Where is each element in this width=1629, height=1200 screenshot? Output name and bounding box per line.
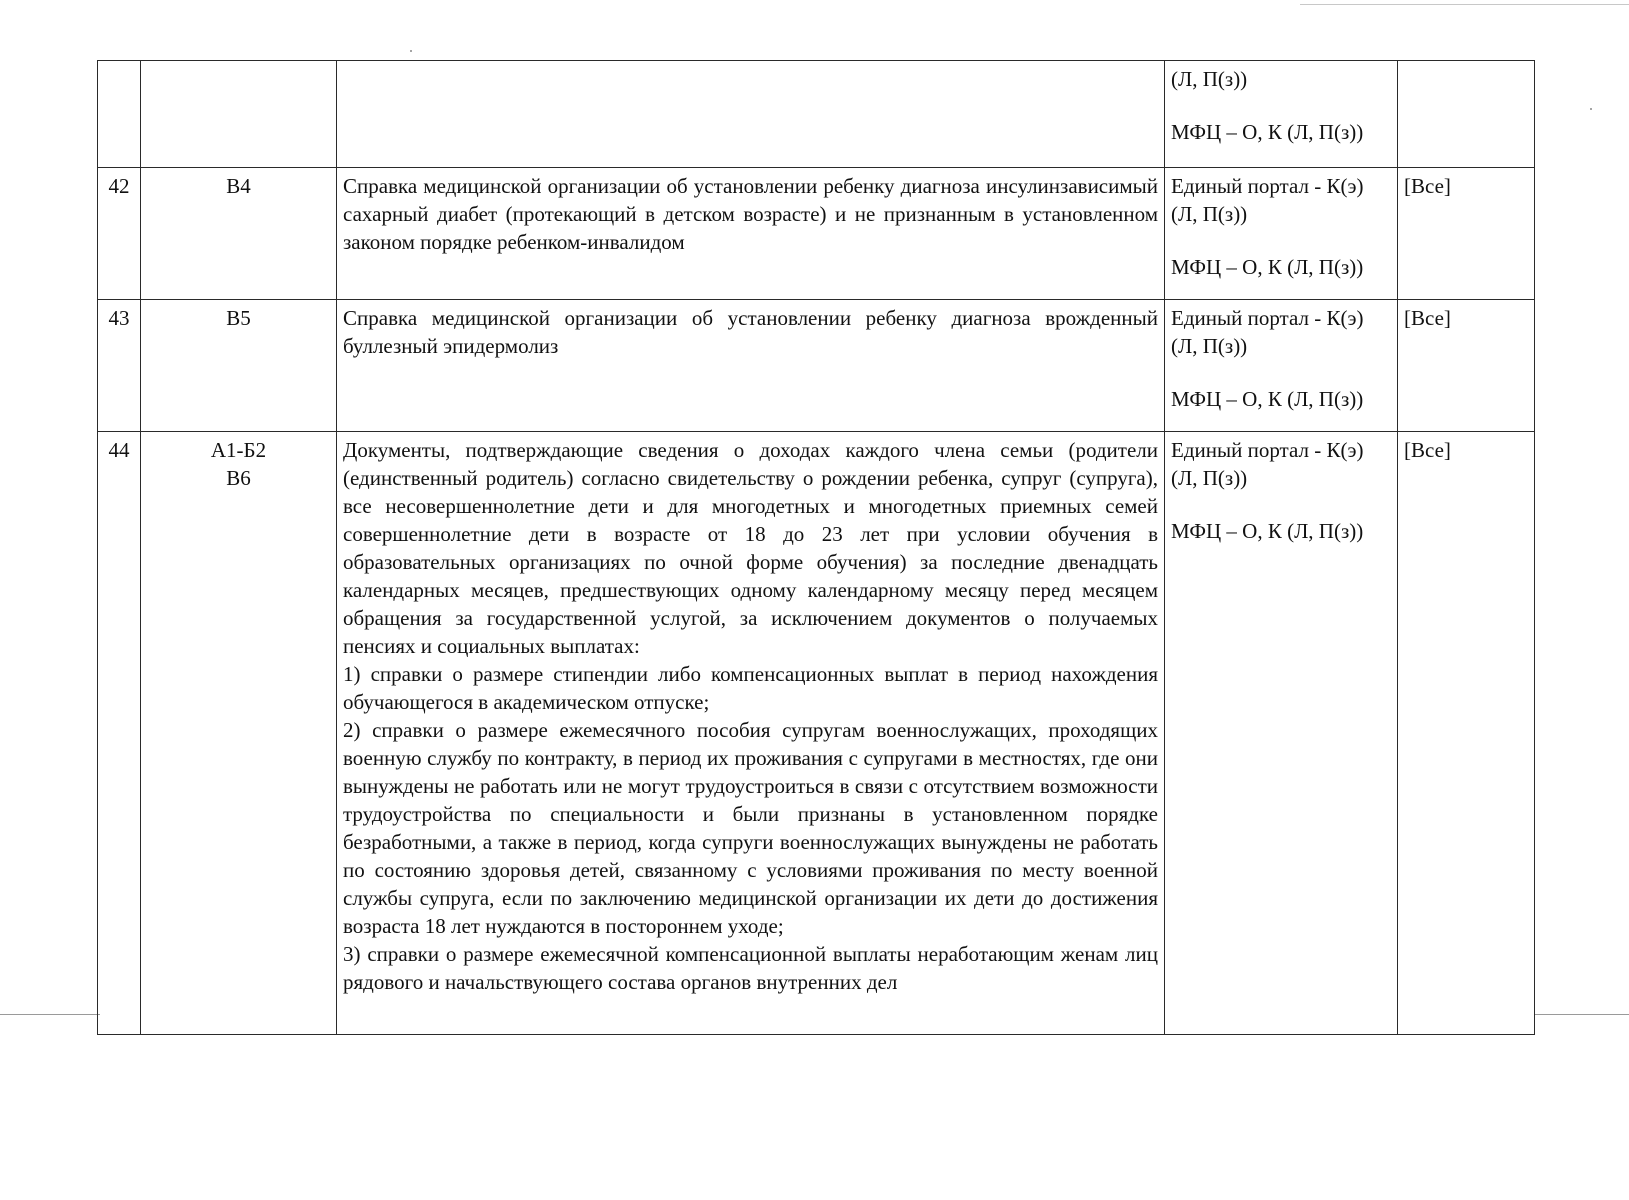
- row-code-cell: [141, 168, 337, 300]
- row-code: В5: [226, 306, 251, 330]
- row-code-cell: [141, 300, 337, 432]
- document-table: [97, 60, 1535, 1035]
- scan-artifact-dot: [1590, 108, 1592, 110]
- scan-artifact-dot: [410, 50, 412, 52]
- channel-line: МФЦ – О, К (Л, П(з)): [1171, 120, 1364, 144]
- row-code-cell: [141, 432, 337, 1035]
- channel-line: МФЦ – О, К (Л, П(з)): [1171, 255, 1364, 279]
- table-row: [98, 300, 1535, 432]
- table-row: [98, 168, 1535, 300]
- row-applicants: [Все]: [1398, 300, 1535, 432]
- row-number: 44: [98, 432, 141, 1035]
- row-applicants: [Все]: [1398, 168, 1535, 300]
- scan-artifact-line: [0, 1014, 100, 1015]
- row-channels-cell: [1165, 61, 1398, 168]
- row-applicants: [Все]: [1398, 432, 1535, 1035]
- row-description-cell: [337, 61, 1165, 168]
- row-description-cell: [337, 168, 1165, 300]
- row-applicants-cell: [1398, 61, 1535, 168]
- table-row: [98, 432, 1535, 1035]
- row-code: В4: [226, 174, 251, 198]
- row-channels-cell: [1165, 300, 1398, 432]
- row-description: Справка медицинской организации об установлении ребенку диагноза инсулинзависимый сахарный диабет (протекающий в детском возрасте) и не признанным в установленном законом порядке ребенком-инвалидом: [343, 174, 1158, 254]
- row-description-paragraph: 3) справки о размере ежемесячной компенсационной выплаты неработающим женам лиц рядового и начальствующего состава органов внутренних дел: [343, 942, 1158, 994]
- row-code: В6: [226, 466, 251, 490]
- channel-line: Единый портал - К(э) (Л, П(з)): [1171, 174, 1364, 226]
- row-code-cell: [141, 61, 337, 168]
- row-description: Справка медицинской организации об установлении ребенку диагноза врожденный буллезный эпидермолиз: [343, 306, 1158, 358]
- channel-line: (Л, П(з)): [1171, 67, 1248, 91]
- row-description-cell: [337, 432, 1165, 1035]
- channel-line: МФЦ – О, К (Л, П(з)): [1171, 519, 1364, 543]
- row-description-cell: [337, 300, 1165, 432]
- row-number-cell: [98, 61, 141, 168]
- row-code: А1-Б2: [210, 438, 267, 462]
- row-description-paragraph: 2) справки о размере ежемесячного пособия супругам военнослужащих, проходящих военную службу по контракту, в период их проживания с супругами в местностях, где они вынуждены не работать или не могут трудоустроиться в связи с отсутствием возможности трудоустройства по специальности и были признаны в установленном порядке безработными, а также в период, когда супруги военнослужащих вынуждены не работать по состоянию здоровья детей, связанному с условиями проживания по месту военной службы супруга, если по заключению медицинской организации их дети до достижения возраста 18 лет нуждаются в постороннем уходе;: [343, 718, 1158, 938]
- row-description-paragraph: 1) справки о размере стипендии либо компенсационных выплат в период нахождения обучающегося в академическом отпуске;: [343, 662, 1158, 714]
- channel-line: Единый портал - К(э) (Л, П(з)): [1171, 438, 1364, 490]
- row-number: 43: [98, 300, 141, 432]
- row-channels-cell: [1165, 432, 1398, 1035]
- channel-line: МФЦ – О, К (Л, П(з)): [1171, 387, 1364, 411]
- row-number: 42: [98, 168, 141, 300]
- scan-artifact-line: [1300, 4, 1629, 5]
- row-description-paragraph: Документы, подтверждающие сведения о доходах каждого члена семьи (родители (единственный родитель) согласно свидетельству о рождении ребенка, супруг (супруга), все несовершеннолетние дети и для многодетных и многодетных приемных семей совершеннолетние дети в возрасте от 18 до 23 лет при условии обучения в образовательных организациях по очной форме обучения) за последние двенадцать календарных месяцев, предшествующих одному календарному месяцу перед месяцем обращения за государственной услугой, за исключением документов о получаемых пенсиях и социальных выплатах:: [343, 438, 1158, 658]
- scan-artifact-line: [1534, 1014, 1629, 1015]
- channel-line: Единый портал - К(э) (Л, П(з)): [1171, 306, 1364, 358]
- table-row: [98, 61, 1535, 168]
- row-channels-cell: [1165, 168, 1398, 300]
